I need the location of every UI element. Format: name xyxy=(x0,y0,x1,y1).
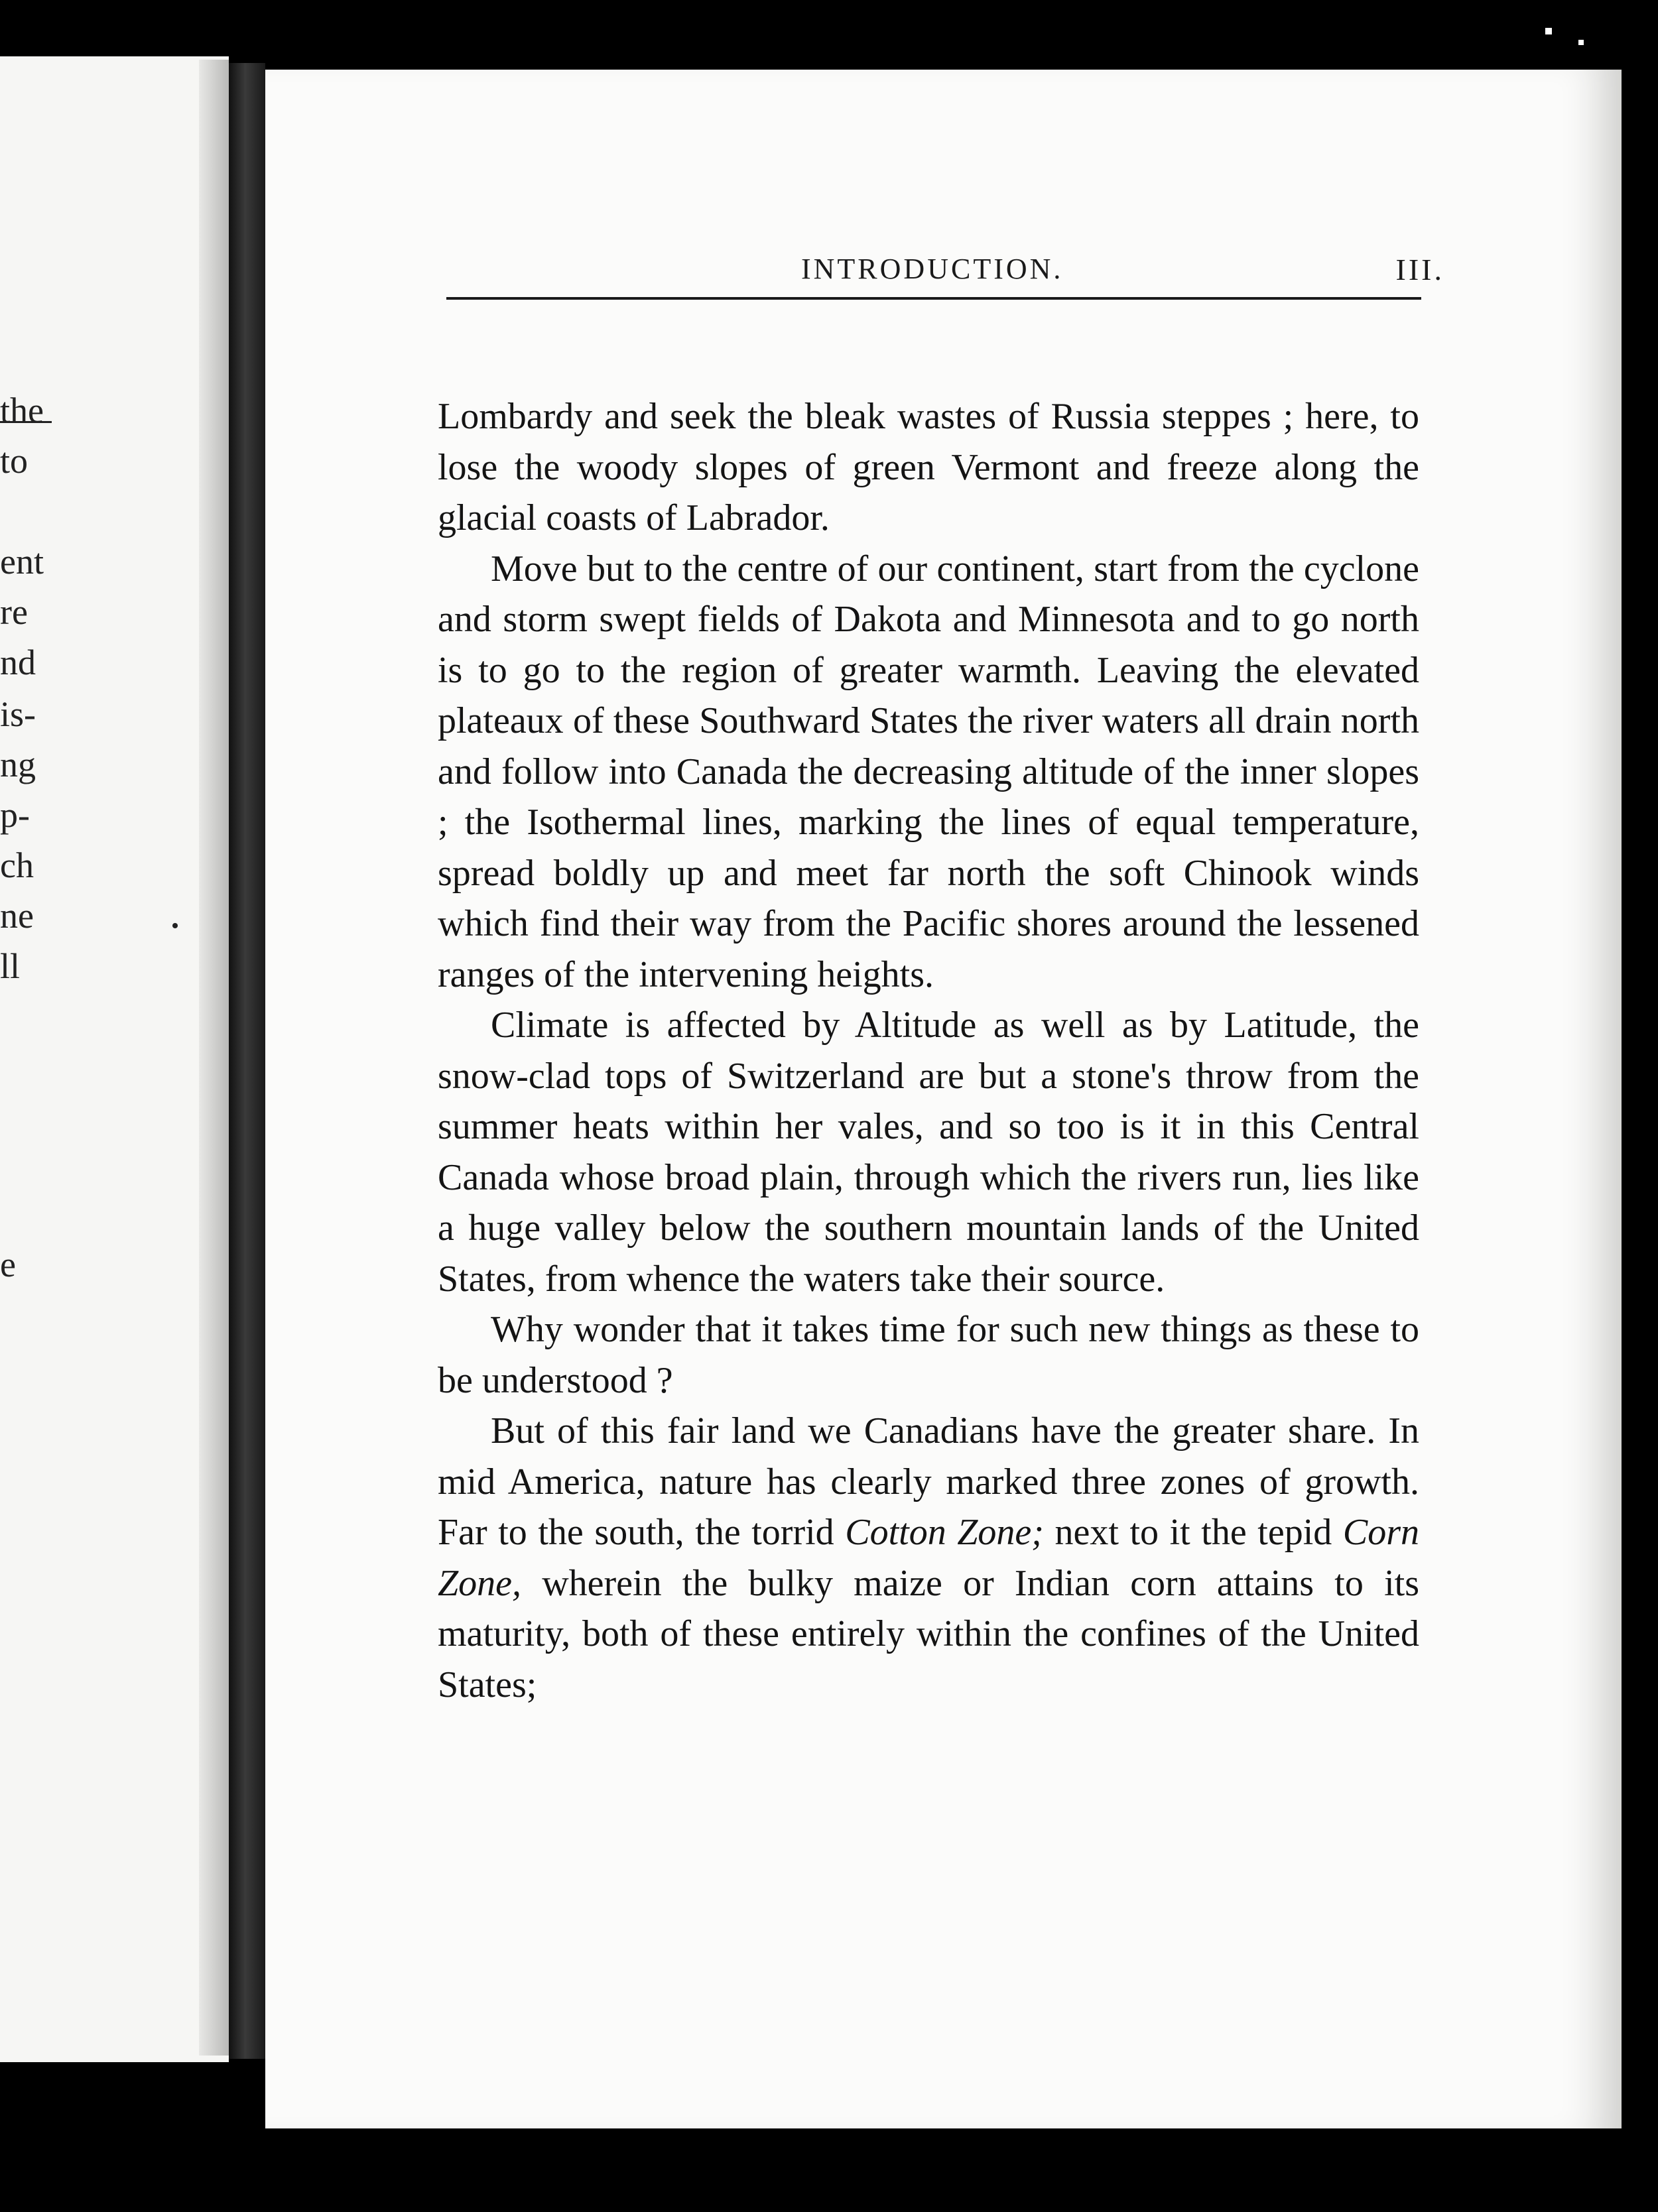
body-text xyxy=(438,391,1419,1710)
text-run: Lombardy and seek the bleak wastes of Russia steppes ; here, to lose the woody slopes of green Vermont and freeze along the glacial coasts of Labrador. xyxy=(438,396,1419,538)
page-number: III. xyxy=(1395,253,1444,286)
facing-page-fragment: ll xyxy=(0,946,21,986)
paragraph xyxy=(438,391,1419,544)
italic-phrase: Cotton Zone; xyxy=(845,1512,1044,1553)
book-spine xyxy=(229,63,265,2059)
paragraph xyxy=(438,1406,1419,1710)
facing-page-fragment: nd xyxy=(0,643,36,682)
italic-phrase: Corn Zone, xyxy=(438,1512,1419,1604)
text-run: Move but to the centre of our continent, start from the cyclone and storm swept fields of Dakota and Minnesota and to go north is to go to the region of greater warmth. Leaving the elevated plateaux of these Southward States the river waters all drain north and follow into Canada the decreasing altitude of the inner slopes ; the Isothermal lines, marking the lines of equal temperature, spread boldly up and meet far north the soft Chinook winds which find their way from the Pacific shores around the lessened ranges of the intervening heights. xyxy=(438,548,1419,995)
paragraph xyxy=(438,544,1419,1001)
paragraph xyxy=(438,1304,1419,1406)
facing-page-fragment: ch xyxy=(0,845,34,885)
text-run: Climate is affected by Altitude as well as by Latitude, the snow-clad tops of Switzerland are but a stone's throw from the summer heats within her vales, and so too is it in this Central Canada whose broad plain, through which the rivers run, lies like a huge valley below the southern mountain lands of the United States, from whence the waters take their source. xyxy=(438,1005,1419,1300)
paper-speck xyxy=(172,923,178,928)
page-header xyxy=(423,252,1444,292)
facing-page-fragment: the xyxy=(0,391,44,430)
facing-page-fragment: ng xyxy=(0,745,36,784)
running-head: INTRODUCTION. xyxy=(801,253,1064,285)
paragraph xyxy=(438,1000,1419,1304)
facing-page-fragment: ne xyxy=(0,896,34,936)
text-run: next to it the tepid xyxy=(1043,1512,1343,1553)
facing-page-fragment: e xyxy=(0,1245,16,1284)
facing-page xyxy=(0,56,229,2062)
facing-page-fragment: re xyxy=(0,592,28,632)
facing-page-fragment: is- xyxy=(0,694,36,734)
facing-page-fragment: p- xyxy=(0,795,30,835)
text-run: wherein the bulky maize or Indian corn attains to its maturity, both of these entirely within the confines of the United States; xyxy=(438,1562,1419,1705)
facing-page-fragment: ent xyxy=(0,542,44,582)
header-rule xyxy=(446,297,1421,300)
paper-speck xyxy=(1578,40,1584,45)
text-run: But of this fair land we Canadians have the greater share. In mid America, nature has clearly marked three zones of growth. Far to the south, the torrid xyxy=(438,1410,1419,1553)
text-run: Why wonder that it takes time for such new things as these to be understood ? xyxy=(438,1309,1419,1401)
facing-page-gutter-shadow xyxy=(199,60,229,2056)
paper-speck xyxy=(1545,28,1552,34)
facing-page-fragment: to xyxy=(0,441,29,481)
